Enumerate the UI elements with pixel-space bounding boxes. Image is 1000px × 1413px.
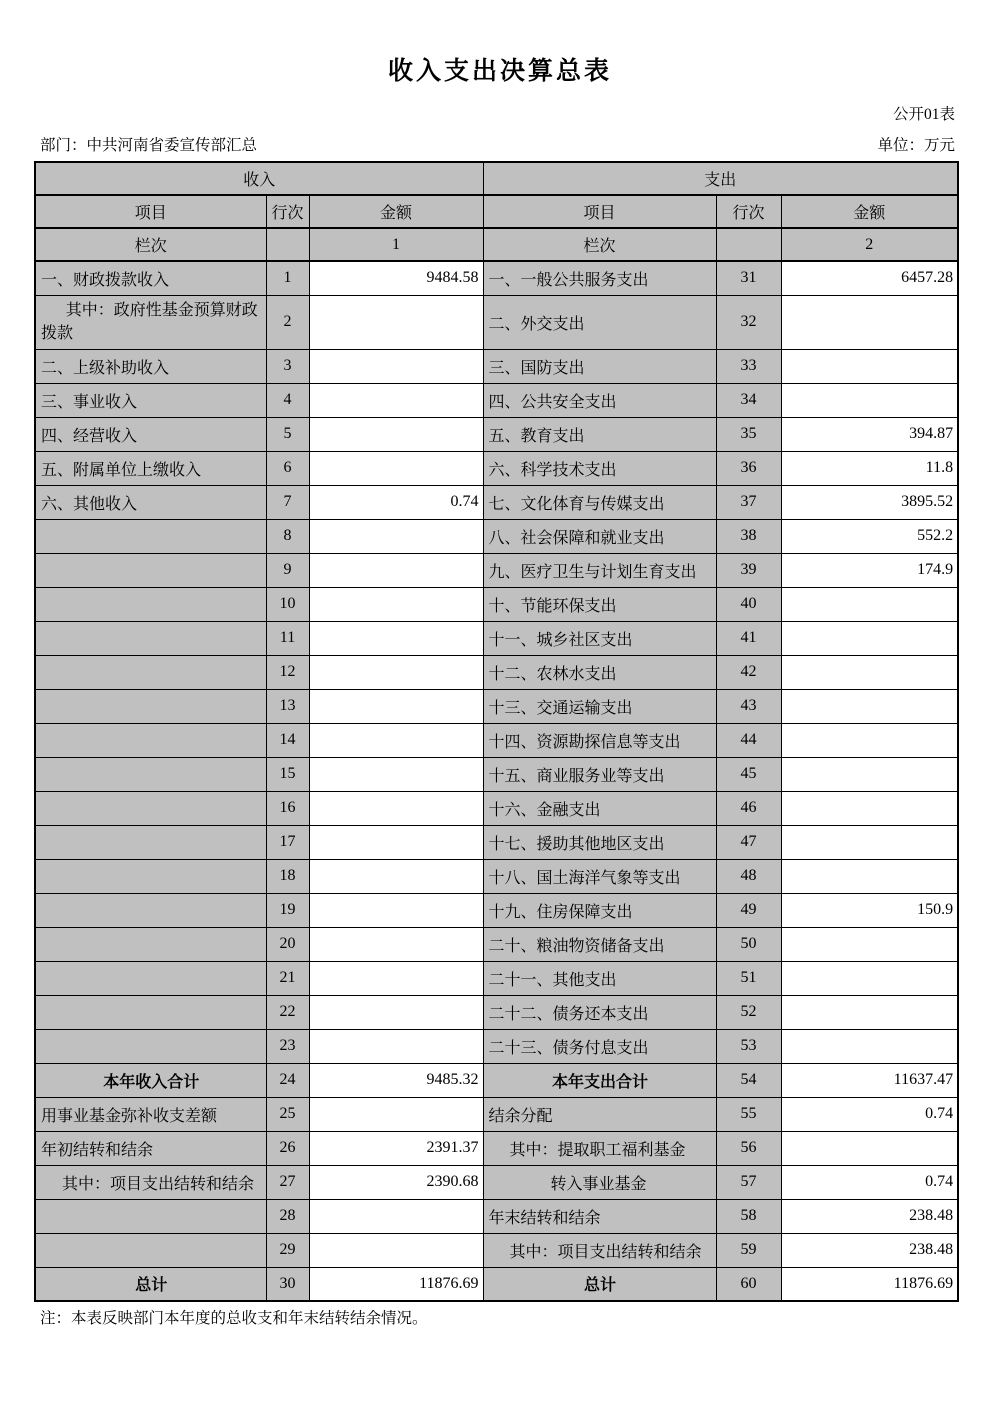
item-cell: 二十一、其他支出 bbox=[483, 961, 716, 995]
table-row bbox=[35, 417, 958, 451]
amount-cell bbox=[781, 927, 958, 961]
amount-cell bbox=[309, 927, 483, 961]
amount-cell: 238.48 bbox=[781, 1233, 958, 1267]
amount-cell: 552.2 bbox=[781, 519, 958, 553]
item-cell: 三、事业收入 bbox=[35, 383, 266, 417]
item-cell: 一、财政拨款收入 bbox=[35, 261, 266, 295]
amount-cell: 11876.69 bbox=[309, 1267, 483, 1301]
table-row bbox=[35, 621, 958, 655]
line-no-cell: 12 bbox=[266, 655, 309, 689]
line-no-cell: 16 bbox=[266, 791, 309, 825]
item-cell bbox=[35, 553, 266, 587]
revenue-expenditure-table bbox=[34, 161, 959, 1302]
amount-cell bbox=[781, 961, 958, 995]
table-row bbox=[35, 723, 958, 757]
table-row bbox=[35, 553, 958, 587]
line-no-cell: 48 bbox=[716, 859, 781, 893]
item-cell: 四、经营收入 bbox=[35, 417, 266, 451]
table-row bbox=[35, 1029, 958, 1063]
line-no-cell: 9 bbox=[266, 553, 309, 587]
item-cell bbox=[35, 1029, 266, 1063]
line-no-cell: 46 bbox=[716, 791, 781, 825]
line-no-cell: 53 bbox=[716, 1029, 781, 1063]
amount-cell bbox=[309, 825, 483, 859]
line-no-cell: 49 bbox=[716, 893, 781, 927]
line-no-cell: 28 bbox=[266, 1199, 309, 1233]
item-cell: 年初结转和结余 bbox=[35, 1131, 266, 1165]
amount-cell: 11637.47 bbox=[781, 1063, 958, 1097]
line-no-cell: 55 bbox=[716, 1097, 781, 1131]
item-cell: 六、科学技术支出 bbox=[483, 451, 716, 485]
amount-cell: 11.8 bbox=[781, 451, 958, 485]
amount-cell bbox=[309, 655, 483, 689]
table-row bbox=[35, 261, 958, 295]
item-cell: 其中：提取职工福利基金 bbox=[483, 1131, 716, 1165]
item-cell bbox=[35, 893, 266, 927]
item-cell bbox=[35, 791, 266, 825]
line-no-cell: 22 bbox=[266, 995, 309, 1029]
amount-cell: 150.9 bbox=[781, 893, 958, 927]
amount-cell: 9484.58 bbox=[309, 261, 483, 295]
income-item-column-header: 项目 bbox=[35, 195, 266, 228]
amount-cell bbox=[309, 1029, 483, 1063]
amount-cell: 0.74 bbox=[781, 1097, 958, 1131]
table-code: 公开01表 bbox=[892, 106, 955, 123]
income-column-index-label: 栏次 bbox=[35, 228, 266, 261]
item-cell: 四、公共安全支出 bbox=[483, 383, 716, 417]
amount-cell bbox=[781, 621, 958, 655]
item-cell: 二十、粮油物资储备支出 bbox=[483, 927, 716, 961]
item-cell bbox=[35, 859, 266, 893]
expense-item-column-header: 项目 bbox=[483, 195, 716, 228]
line-no-cell: 45 bbox=[716, 757, 781, 791]
table-row bbox=[35, 295, 958, 349]
item-cell bbox=[35, 519, 266, 553]
item-cell: 十七、援助其他地区支出 bbox=[483, 825, 716, 859]
amount-cell bbox=[309, 757, 483, 791]
table-row bbox=[35, 1063, 958, 1097]
table-row bbox=[35, 485, 958, 519]
amount-cell bbox=[309, 723, 483, 757]
amount-cell bbox=[781, 791, 958, 825]
line-no-cell: 11 bbox=[266, 621, 309, 655]
amount-cell bbox=[781, 859, 958, 893]
amount-cell: 9485.32 bbox=[309, 1063, 483, 1097]
item-cell: 本年支出合计 bbox=[483, 1063, 716, 1097]
line-no-cell: 7 bbox=[266, 485, 309, 519]
item-cell: 本年收入合计 bbox=[35, 1063, 266, 1097]
item-cell bbox=[35, 1233, 266, 1267]
line-no-cell: 21 bbox=[266, 961, 309, 995]
line-no-cell: 43 bbox=[716, 689, 781, 723]
amount-cell: 2391.37 bbox=[309, 1131, 483, 1165]
line-no-cell: 19 bbox=[266, 893, 309, 927]
table-row bbox=[35, 1199, 958, 1233]
item-cell: 十八、国土海洋气象等支出 bbox=[483, 859, 716, 893]
amount-cell bbox=[309, 383, 483, 417]
item-cell: 二、上级补助收入 bbox=[35, 349, 266, 383]
line-no-cell: 6 bbox=[266, 451, 309, 485]
column-header-row bbox=[35, 195, 958, 228]
table-row bbox=[35, 825, 958, 859]
line-no-cell: 56 bbox=[716, 1131, 781, 1165]
amount-cell bbox=[309, 893, 483, 927]
amount-cell bbox=[781, 349, 958, 383]
item-cell bbox=[35, 689, 266, 723]
item-cell: 总计 bbox=[483, 1267, 716, 1301]
line-no-cell: 36 bbox=[716, 451, 781, 485]
meta-row bbox=[40, 136, 955, 156]
table-row bbox=[35, 961, 958, 995]
table-row bbox=[35, 1097, 958, 1131]
table-row bbox=[35, 859, 958, 893]
line-no-cell: 8 bbox=[266, 519, 309, 553]
line-no-cell: 41 bbox=[716, 621, 781, 655]
line-no-cell: 44 bbox=[716, 723, 781, 757]
table-note: 注：本表反映部门本年度的总收支和年末结转结余情况。 bbox=[40, 1310, 428, 1327]
line-no-cell: 20 bbox=[266, 927, 309, 961]
table-row bbox=[35, 1267, 958, 1301]
amount-cell bbox=[781, 689, 958, 723]
expense-amount-column-header: 金额 bbox=[781, 195, 958, 228]
line-no-cell: 10 bbox=[266, 587, 309, 621]
line-no-cell: 18 bbox=[266, 859, 309, 893]
line-no-cell: 32 bbox=[716, 295, 781, 349]
table-row bbox=[35, 587, 958, 621]
item-cell bbox=[35, 825, 266, 859]
item-cell: 三、国防支出 bbox=[483, 349, 716, 383]
item-cell: 五、附属单位上缴收入 bbox=[35, 451, 266, 485]
amount-cell bbox=[781, 587, 958, 621]
line-no-cell: 34 bbox=[716, 383, 781, 417]
item-cell: 七、文化体育与传媒支出 bbox=[483, 485, 716, 519]
item-cell bbox=[35, 927, 266, 961]
item-cell bbox=[35, 655, 266, 689]
item-cell: 十四、资源勘探信息等支出 bbox=[483, 723, 716, 757]
amount-cell bbox=[309, 349, 483, 383]
line-no-cell: 4 bbox=[266, 383, 309, 417]
item-cell: 二十三、债务付息支出 bbox=[483, 1029, 716, 1063]
amount-cell bbox=[309, 1097, 483, 1131]
amount-cell bbox=[781, 295, 958, 349]
amount-cell: 3895.52 bbox=[781, 485, 958, 519]
line-no-cell: 60 bbox=[716, 1267, 781, 1301]
amount-cell bbox=[309, 295, 483, 349]
item-cell: 十九、住房保障支出 bbox=[483, 893, 716, 927]
item-cell bbox=[35, 961, 266, 995]
amount-cell bbox=[309, 791, 483, 825]
expense-column-index-number: 2 bbox=[781, 228, 958, 261]
line-no-cell: 27 bbox=[266, 1165, 309, 1199]
item-cell: 六、其他收入 bbox=[35, 485, 266, 519]
table-row bbox=[35, 927, 958, 961]
amount-cell bbox=[781, 757, 958, 791]
amount-cell bbox=[309, 961, 483, 995]
section-header-row bbox=[35, 162, 958, 195]
line-no-cell: 31 bbox=[716, 261, 781, 295]
line-no-cell: 35 bbox=[716, 417, 781, 451]
line-no-cell: 3 bbox=[266, 349, 309, 383]
table-row bbox=[35, 1165, 958, 1199]
income-column-index-number: 1 bbox=[309, 228, 483, 261]
item-cell: 年末结转和结余 bbox=[483, 1199, 716, 1233]
table-row bbox=[35, 349, 958, 383]
line-no-cell: 40 bbox=[716, 587, 781, 621]
table-row bbox=[35, 1233, 958, 1267]
item-cell: 总计 bbox=[35, 1267, 266, 1301]
line-no-cell: 24 bbox=[266, 1063, 309, 1097]
income-amount-column-header: 金额 bbox=[309, 195, 483, 228]
table-row bbox=[35, 893, 958, 927]
line-no-cell: 47 bbox=[716, 825, 781, 859]
line-no-cell: 1 bbox=[266, 261, 309, 295]
line-no-cell: 52 bbox=[716, 995, 781, 1029]
item-cell bbox=[35, 621, 266, 655]
amount-cell bbox=[781, 655, 958, 689]
line-no-cell: 59 bbox=[716, 1233, 781, 1267]
amount-cell bbox=[309, 1233, 483, 1267]
item-cell: 九、医疗卫生与计划生育支出 bbox=[483, 553, 716, 587]
line-no-cell: 13 bbox=[266, 689, 309, 723]
expense-section-header: 支出 bbox=[483, 162, 958, 195]
line-no-cell: 58 bbox=[716, 1199, 781, 1233]
amount-cell bbox=[781, 995, 958, 1029]
table-row bbox=[35, 519, 958, 553]
table-row bbox=[35, 451, 958, 485]
item-cell: 转入事业基金 bbox=[483, 1165, 716, 1199]
amount-cell bbox=[309, 859, 483, 893]
item-cell: 十三、交通运输支出 bbox=[483, 689, 716, 723]
amount-cell bbox=[781, 723, 958, 757]
amount-cell: 2390.68 bbox=[309, 1165, 483, 1199]
income-section-header: 收入 bbox=[35, 162, 483, 195]
item-cell: 其中：项目支出结转和结余 bbox=[483, 1233, 716, 1267]
line-no-cell: 14 bbox=[266, 723, 309, 757]
table-row bbox=[35, 655, 958, 689]
amount-cell bbox=[309, 995, 483, 1029]
table-row bbox=[35, 757, 958, 791]
page-title: 收入支出决算总表 bbox=[387, 58, 612, 85]
line-no-cell: 2 bbox=[266, 295, 309, 349]
line-no-cell: 17 bbox=[266, 825, 309, 859]
amount-cell bbox=[781, 825, 958, 859]
department-label: 部门：中共河南省委宣传部汇总 bbox=[40, 137, 258, 154]
amount-cell bbox=[309, 1199, 483, 1233]
item-cell: 其中：项目支出结转和结余 bbox=[35, 1165, 266, 1199]
line-no-cell: 50 bbox=[716, 927, 781, 961]
table-row bbox=[35, 791, 958, 825]
table-row bbox=[35, 689, 958, 723]
amount-cell: 6457.28 bbox=[781, 261, 958, 295]
line-no-cell: 23 bbox=[266, 1029, 309, 1063]
unit-label: 单位：万元 bbox=[877, 137, 955, 154]
item-cell: 用事业基金弥补收支差额 bbox=[35, 1097, 266, 1131]
line-no-cell: 38 bbox=[716, 519, 781, 553]
item-cell bbox=[35, 723, 266, 757]
line-no-cell: 26 bbox=[266, 1131, 309, 1165]
table-row bbox=[35, 383, 958, 417]
line-no-cell: 51 bbox=[716, 961, 781, 995]
expense-line-no-index-blank bbox=[716, 228, 781, 261]
column-index-row bbox=[35, 228, 958, 261]
line-no-cell: 37 bbox=[716, 485, 781, 519]
line-no-cell: 29 bbox=[266, 1233, 309, 1267]
item-cell bbox=[35, 757, 266, 791]
line-no-cell: 54 bbox=[716, 1063, 781, 1097]
item-cell: 其中：政府性基金预算财政拨款 bbox=[35, 295, 266, 349]
item-cell: 二十二、债务还本支出 bbox=[483, 995, 716, 1029]
item-cell bbox=[35, 995, 266, 1029]
amount-cell bbox=[781, 1131, 958, 1165]
item-cell: 二、外交支出 bbox=[483, 295, 716, 349]
item-cell: 十五、商业服务业等支出 bbox=[483, 757, 716, 791]
amount-cell bbox=[309, 519, 483, 553]
item-cell: 十二、农林水支出 bbox=[483, 655, 716, 689]
item-cell: 结余分配 bbox=[483, 1097, 716, 1131]
table-row bbox=[35, 1131, 958, 1165]
amount-cell bbox=[309, 553, 483, 587]
amount-cell: 0.74 bbox=[309, 485, 483, 519]
amount-cell bbox=[309, 621, 483, 655]
amount-cell: 174.9 bbox=[781, 553, 958, 587]
table-row bbox=[35, 995, 958, 1029]
amount-cell bbox=[781, 1029, 958, 1063]
item-cell: 五、教育支出 bbox=[483, 417, 716, 451]
amount-cell bbox=[309, 417, 483, 451]
item-cell: 十六、金融支出 bbox=[483, 791, 716, 825]
income-line-no-column-header: 行次 bbox=[266, 195, 309, 228]
amount-cell bbox=[309, 451, 483, 485]
line-no-cell: 15 bbox=[266, 757, 309, 791]
line-no-cell: 30 bbox=[266, 1267, 309, 1301]
line-no-cell: 57 bbox=[716, 1165, 781, 1199]
line-no-cell: 25 bbox=[266, 1097, 309, 1131]
item-cell bbox=[35, 1199, 266, 1233]
line-no-cell: 33 bbox=[716, 349, 781, 383]
line-no-cell: 39 bbox=[716, 553, 781, 587]
income-line-no-index-blank bbox=[266, 228, 309, 261]
amount-cell bbox=[309, 587, 483, 621]
expense-line-no-column-header: 行次 bbox=[716, 195, 781, 228]
item-cell: 十一、城乡社区支出 bbox=[483, 621, 716, 655]
line-no-cell: 5 bbox=[266, 417, 309, 451]
amount-cell bbox=[781, 383, 958, 417]
expense-column-index-label: 栏次 bbox=[483, 228, 716, 261]
line-no-cell: 42 bbox=[716, 655, 781, 689]
item-cell: 八、社会保障和就业支出 bbox=[483, 519, 716, 553]
amount-cell: 0.74 bbox=[781, 1165, 958, 1199]
amount-cell bbox=[309, 689, 483, 723]
amount-cell: 394.87 bbox=[781, 417, 958, 451]
item-cell bbox=[35, 587, 266, 621]
amount-cell: 11876.69 bbox=[781, 1267, 958, 1301]
item-cell: 一、一般公共服务支出 bbox=[483, 261, 716, 295]
item-cell: 十、节能环保支出 bbox=[483, 587, 716, 621]
amount-cell: 238.48 bbox=[781, 1199, 958, 1233]
